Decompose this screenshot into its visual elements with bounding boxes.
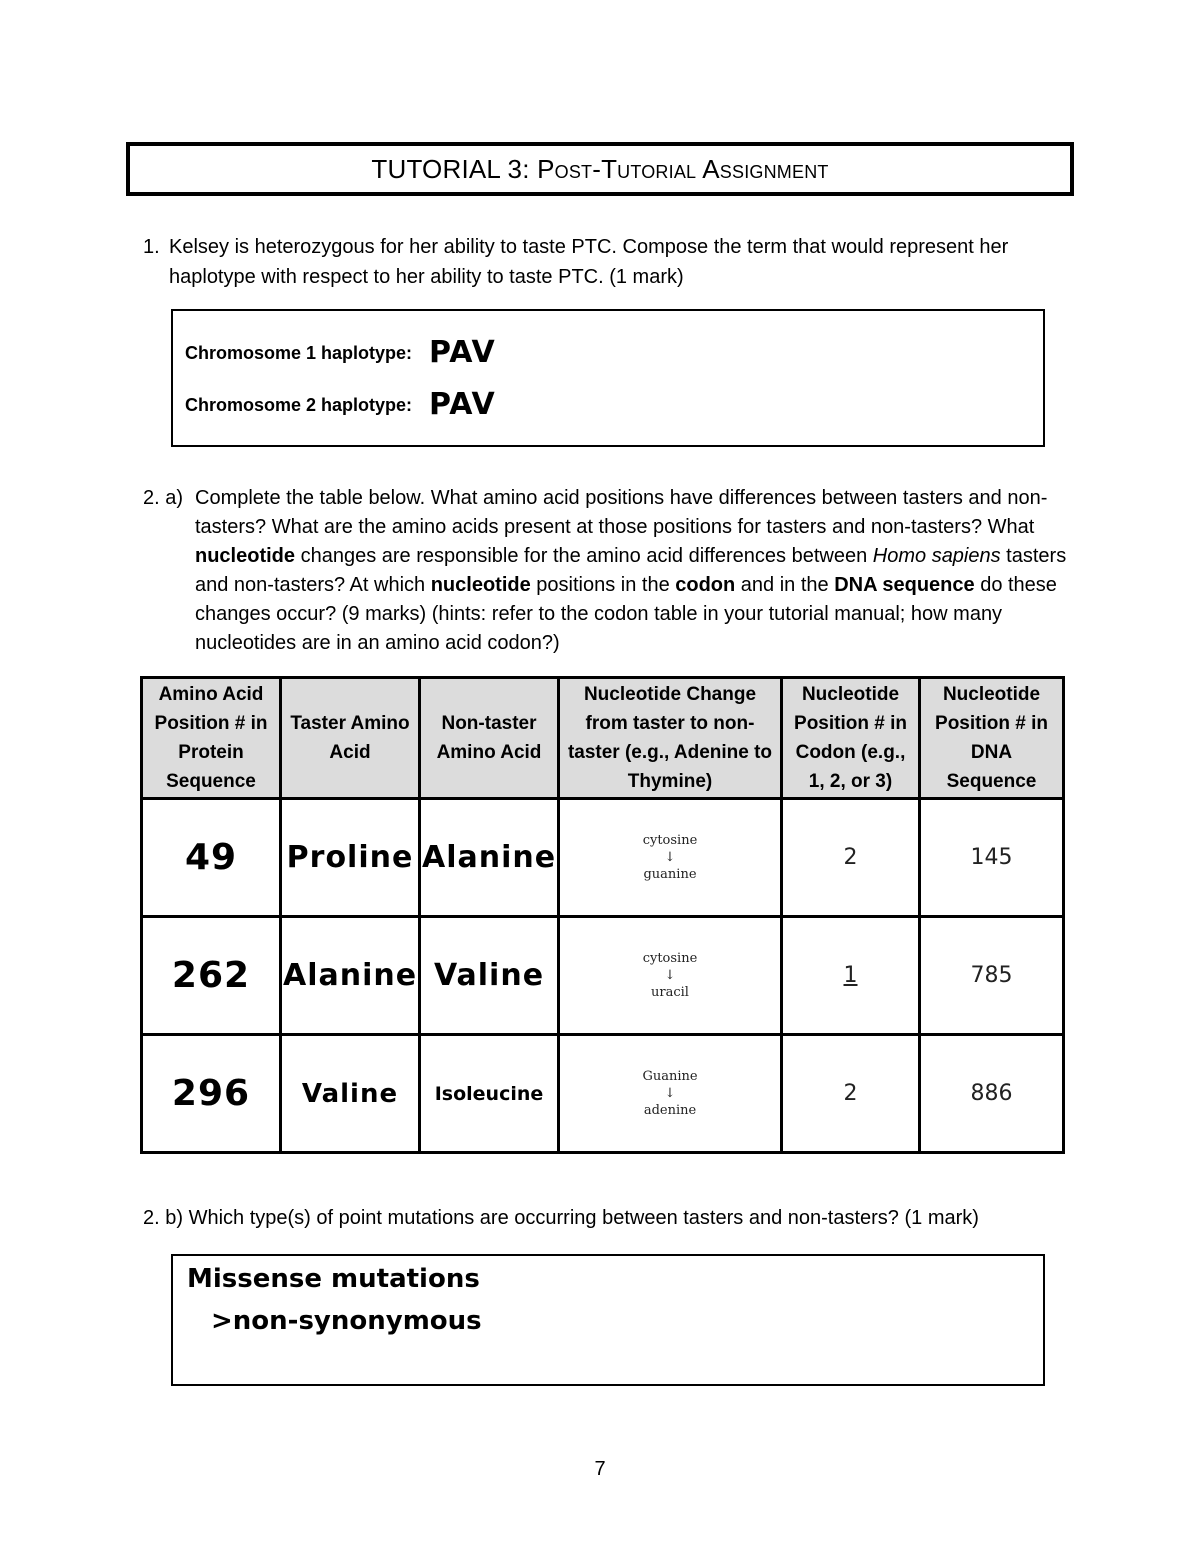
title-prefix: TUTORIAL 3: — [371, 153, 530, 184]
haplotype-answer-box — [171, 309, 1045, 447]
question-2a-text: Complete the table below. What amino acid positions have differences between tasters and non-tasters? What are the amino acids present at those positions for tasters and non-tasters? What nucleotide changes are responsible for the amino acid differences between Homo sapiens tasters and non-tasters? At which nucleotide positions in the codon and in the DNA sequence do these changes occur? (9 marks) (hints: refer to the codon table in your tutorial manual; how many nucleotides are in an amino acid codon?) — [195, 487, 1067, 654]
cell-taster: Valine — [281, 1035, 420, 1153]
cell-dna-position: 886 — [920, 1035, 1064, 1153]
answer-line-1: Missense mutations — [187, 1264, 480, 1294]
answer-line-2: >non-synonymous — [211, 1306, 482, 1336]
cell-dna-position: 785 — [920, 917, 1064, 1035]
question-1 — [143, 232, 1063, 292]
cell-position: 262 — [142, 917, 281, 1035]
header-nucleotide-change: Nucleotide Change from taster to non-taster (e.g., Adenine to Thymine) — [559, 678, 782, 799]
chromosome-2-row — [185, 387, 496, 422]
header-codon-position: Nucleotide Position # in Codon (e.g., 1, 2, or 3) — [782, 678, 920, 799]
question-1-number: 1. — [143, 236, 160, 258]
chromosome-2-label: Chromosome 2 haplotype: — [185, 395, 413, 415]
cell-codon-position: 2 — [782, 799, 920, 917]
chromosome-1-label: Chromosome 1 haplotype: — [185, 343, 413, 363]
question-2a-number: 2. a) — [143, 487, 184, 509]
page-title — [126, 142, 1074, 196]
chromosome-1-row — [185, 335, 496, 370]
table-row — [142, 917, 1064, 1035]
cell-codon-position: 1 — [782, 917, 920, 1035]
page-number: 7 — [594, 1458, 606, 1480]
cell-nucleotide-change: cytosine ↓ uracil — [559, 917, 782, 1035]
chromosome-1-value: PAV — [429, 335, 496, 370]
title-rest: Post-Tutorial Assignment — [537, 153, 829, 184]
chromosome-2-value: PAV — [429, 387, 496, 422]
cell-nucleotide-change: cytosine ↓ guanine — [559, 799, 782, 917]
cell-dna-position: 145 — [920, 799, 1064, 917]
table-header-row — [142, 678, 1064, 799]
cell-taster: Alanine — [281, 917, 420, 1035]
question-1-text: Kelsey is heterozygous for her ability to taste PTC. Compose the term that would represent her haplotype with respect to her ability to taste PTC. (1 mark) — [169, 236, 1009, 288]
table-row — [142, 1035, 1064, 1153]
cell-nontaster: Isoleucine — [420, 1035, 559, 1153]
cell-taster: Proline — [281, 799, 420, 917]
mutation-type-answer-box — [171, 1254, 1045, 1386]
cell-codon-position: 2 — [782, 1035, 920, 1153]
header-position: Amino Acid Position # in Protein Sequence — [142, 678, 281, 799]
mutation-table — [140, 676, 1065, 1154]
cell-nucleotide-change: Guanine ↓ adenine — [559, 1035, 782, 1153]
header-dna-position: Nucleotide Position # in DNA Sequence — [920, 678, 1064, 799]
cell-nontaster: Valine — [420, 917, 559, 1035]
header-nontaster: Non-taster Amino Acid — [420, 678, 559, 799]
header-taster: Taster Amino Acid — [281, 678, 420, 799]
table-row — [142, 799, 1064, 917]
question-2b-text: 2. b) Which type(s) of point mutations are occurring between tasters and non-tasters? (1 mark) — [143, 1207, 979, 1229]
question-2a — [143, 484, 1073, 658]
cell-position: 296 — [142, 1035, 281, 1153]
cell-nontaster: Alanine — [420, 799, 559, 917]
cell-position: 49 — [142, 799, 281, 917]
